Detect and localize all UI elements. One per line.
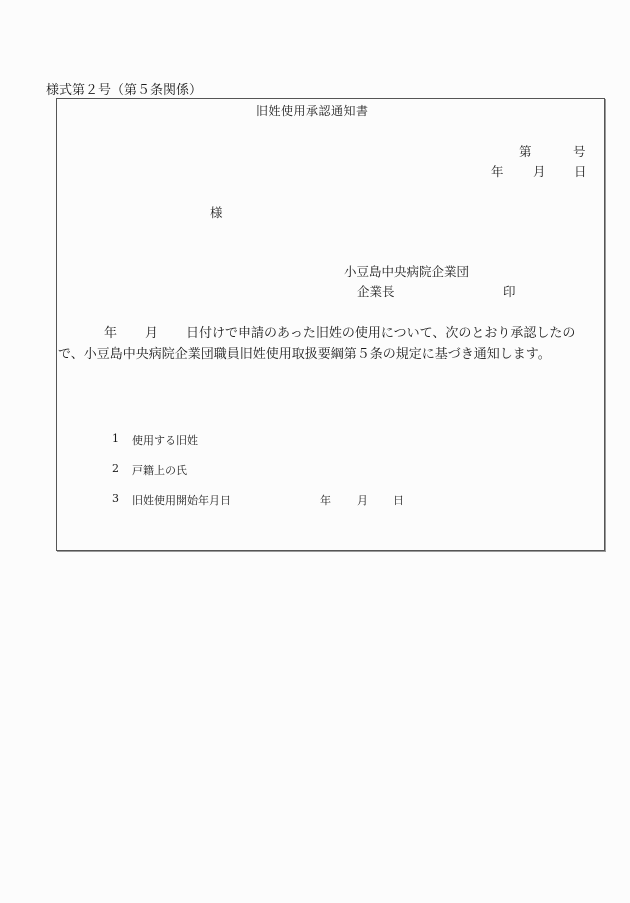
item-1-num: 1 (112, 432, 119, 445)
body-year: 年 (104, 326, 118, 341)
item-3-month: 月 (357, 494, 368, 507)
date-year: 年 (491, 164, 504, 179)
date-month: 月 (533, 164, 546, 179)
form-number: 様式第２号（第５条関係） (46, 83, 203, 98)
body-line1: 日付けで申請のあった旧姓の使用について、次のとおり承認したの (186, 326, 576, 341)
item-3-day: 日 (393, 494, 404, 507)
item-3-label: 旧姓使用開始年月日 (132, 494, 231, 507)
item-1-label: 使用する旧姓 (132, 434, 198, 447)
issuer-organization: 小豆島中央病院企業団 (344, 264, 470, 279)
date-day: 日 (574, 164, 587, 179)
item-2-label: 戸籍上の氏 (132, 464, 187, 477)
document-title: 旧姓使用承認通知書 (256, 104, 369, 118)
body-line2: で、小豆島中央病院企業団職員旧姓使用取扱要綱第５条の規定に基づき通知します。 (58, 347, 551, 362)
body-month: 月 (145, 326, 159, 341)
item-3-year: 年 (320, 494, 331, 507)
item-3-num: 3 (112, 492, 119, 505)
addressee-suffix: 様 (210, 205, 223, 220)
ref-go: 号 (573, 144, 586, 159)
issuer-position: 企業長 (357, 284, 395, 299)
ref-dai: 第 (519, 144, 532, 159)
issuer-seal: 印 (503, 284, 516, 299)
item-2-num: 2 (112, 462, 119, 475)
